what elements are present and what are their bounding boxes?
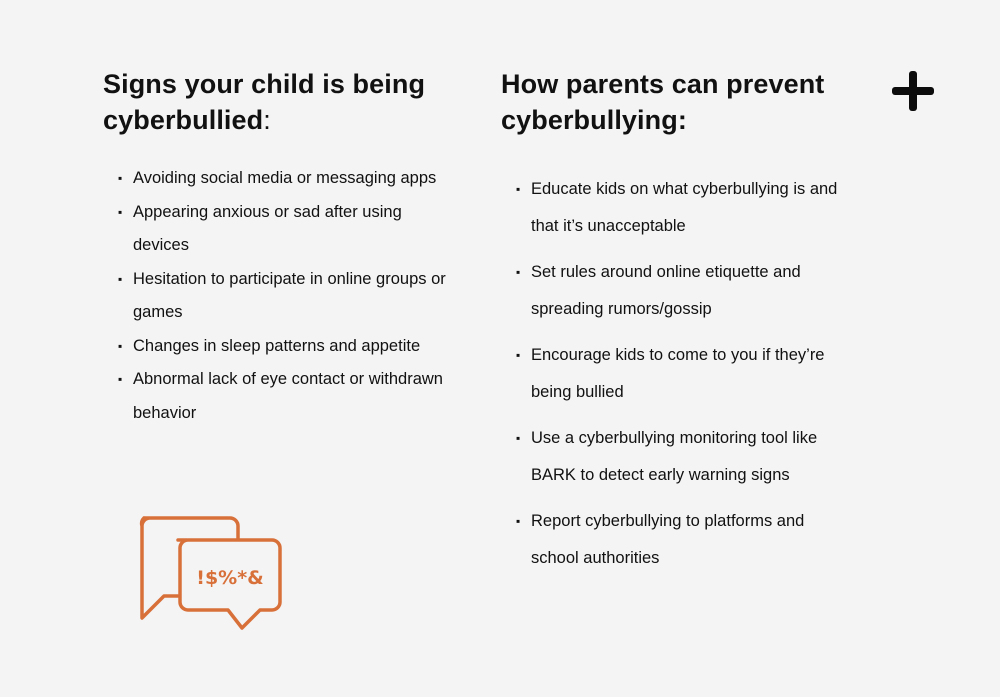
list-item: ▪ Encourage kids to come to you if they’re being bullied [516, 337, 851, 410]
signs-heading [103, 66, 473, 138]
list-item: ▪ Changes in sleep patterns and appetite [118, 330, 453, 364]
signs-heading-text: Signs your child is being cyberbullied [103, 69, 426, 135]
bullet-icon: ▪ [118, 171, 123, 185]
prevention-section [501, 66, 861, 586]
list-item: ▪ Use a cyberbullying monitoring tool like BARK to detect early warning signs [516, 420, 851, 493]
signs-section [103, 66, 473, 430]
bullet-icon: ▪ [516, 182, 521, 196]
signs-list [118, 162, 473, 430]
bullet-icon: ▪ [118, 372, 123, 386]
bullet-icon: ▪ [118, 204, 123, 219]
list-item: ▪ Abnormal lack of eye contact or withdrawn behavior [118, 363, 453, 430]
prevention-heading: How parents can prevent cyberbullying: [501, 69, 825, 135]
list-item: ▪ Appearing anxious or sad after using devices [118, 196, 453, 263]
chat-symbols: !$%*& [196, 567, 264, 589]
bullet-icon: ▪ [516, 514, 521, 528]
list-item: ▪ Report cyberbullying to platforms and school authorities [516, 503, 851, 576]
list-item: ▪ Avoiding social media or messaging apps [118, 162, 453, 196]
signs-heading-colon: : [263, 105, 271, 135]
bullet-icon: ▪ [118, 338, 123, 353]
list-item: ▪ Set rules around online etiquette and spreading rumors/gossip [516, 254, 851, 327]
chat-bubbles-icon [134, 516, 282, 634]
plus-icon[interactable] [890, 70, 936, 112]
prevention-list [516, 171, 861, 576]
list-item: ▪ Educate kids on what cyberbullying is and that it’s unacceptable [516, 171, 851, 244]
bullet-icon: ▪ [118, 271, 123, 286]
bullet-icon: ▪ [516, 348, 521, 362]
list-item: ▪ Hesitation to participate in online groups or games [118, 263, 453, 330]
bullet-icon: ▪ [516, 431, 521, 445]
bullet-icon: ▪ [516, 265, 521, 279]
